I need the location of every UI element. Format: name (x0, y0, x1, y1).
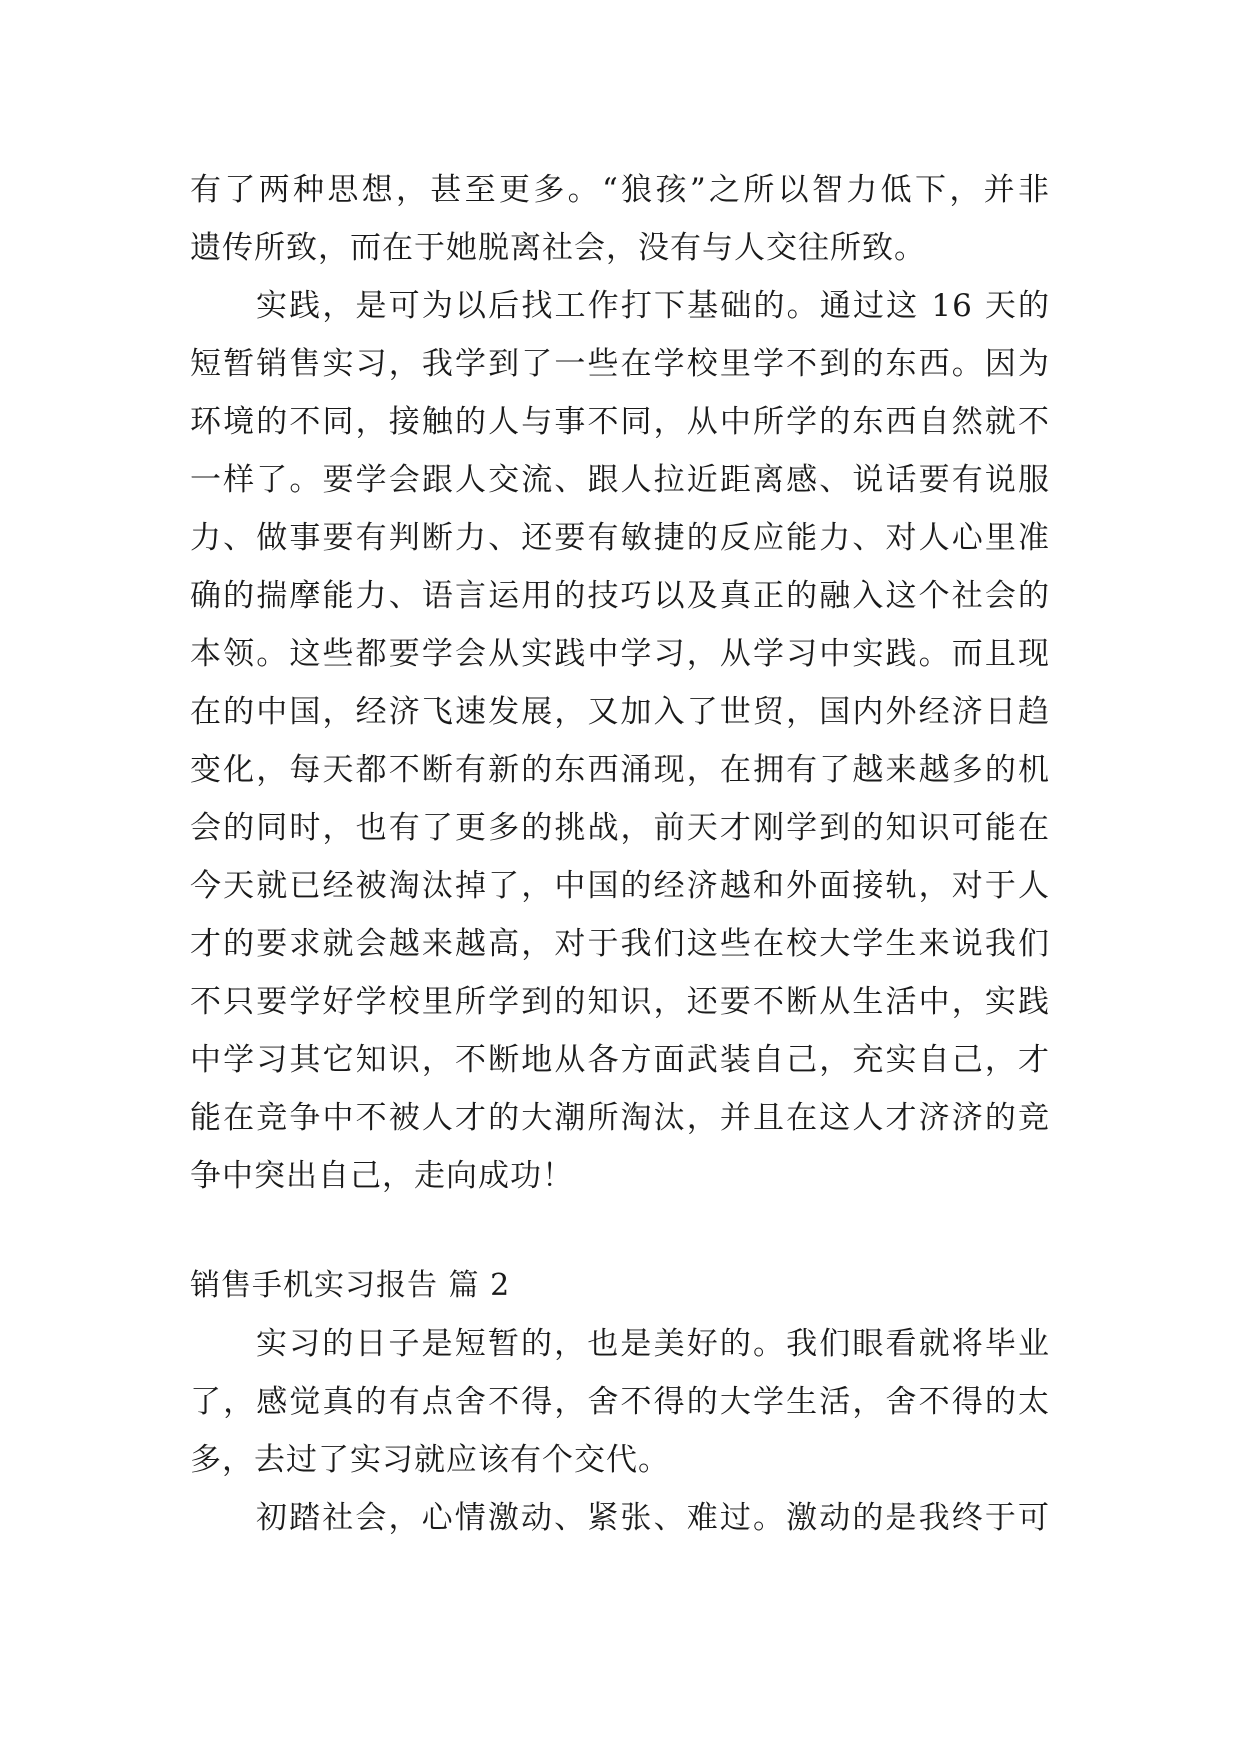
paragraph-2-line-8: 在的中国，经济飞速发展，又加入了世贸，国内外经济日趋 (190, 694, 1050, 730)
paragraph-1-line-2: 遗传所致，而在于她脱离社会，没有与人交往所致。 (190, 230, 926, 266)
paragraph-2-line-5: 力、做事要有判断力、还要有敏捷的反应能力、对人心里准 (190, 520, 1050, 556)
paragraph-1-line-1: 有了两种思想，甚至更多。“狼孩”之所以智力低下，并非 (190, 172, 1050, 208)
paragraph-2-line-16: 争中突出自己，走向成功！ (190, 1158, 574, 1194)
paragraph-2-line-11: 今天就已经被淘汰掉了，中国的经济越和外面接轨，对于人 (190, 868, 1050, 904)
paragraph-3-line-1: 实习的日子是短暂的，也是美好的。我们眼看就将毕业 (256, 1326, 1050, 1362)
paragraph-2-line-9: 变化，每天都不断有新的东西涌现，在拥有了越来越多的机 (190, 752, 1050, 788)
paragraph-2-line-6: 确的揣摩能力、语言运用的技巧以及真正的融入这个社会的 (190, 578, 1050, 614)
paragraph-2-line-13: 不只要学好学校里所学到的知识，还要不断从生活中，实践 (190, 984, 1050, 1020)
paragraph-2-line-15: 能在竞争中不被人才的大潮所淘汰，并且在这人才济济的竞 (190, 1100, 1050, 1136)
paragraph-2-line-12: 才的要求就会越来越高，对于我们这些在校大学生来说我们 (190, 926, 1050, 962)
paragraph-2-line-2: 短暂销售实习，我学到了一些在学校里学不到的东西。因为 (190, 346, 1050, 382)
paragraph-2-line-10: 会的同时，也有了更多的挑战，前天才刚学到的知识可能在 (190, 810, 1050, 846)
paragraph-2-line-3: 环境的不同，接触的人与事不同，从中所学的东西自然就不 (190, 404, 1050, 440)
paragraph-3-line-3: 多，去过了实习就应该有个交代。 (190, 1442, 670, 1478)
paragraph-2-line-7: 本领。这些都要学会从实践中学习，从学习中实践。而且现 (190, 636, 1050, 672)
paragraph-2-line-1: 实践，是可为以后找工作打下基础的。通过这 16 天的 (256, 288, 1050, 324)
paragraph-2-line-4: 一样了。要学会跟人交流、跟人拉近距离感、说话要有说服 (190, 462, 1050, 498)
paragraph-4-line-1: 初踏社会，心情激动、紧张、难过。激动的是我终于可 (256, 1500, 1050, 1536)
paragraph-3-line-2: 了，感觉真的有点舍不得，舍不得的大学生活，舍不得的太 (190, 1384, 1050, 1420)
paragraph-2-line-14: 中学习其它知识，不断地从各方面武装自己，充实自己，才 (190, 1042, 1050, 1078)
section-heading: 销售手机实习报告 篇 2 (190, 1268, 511, 1303)
